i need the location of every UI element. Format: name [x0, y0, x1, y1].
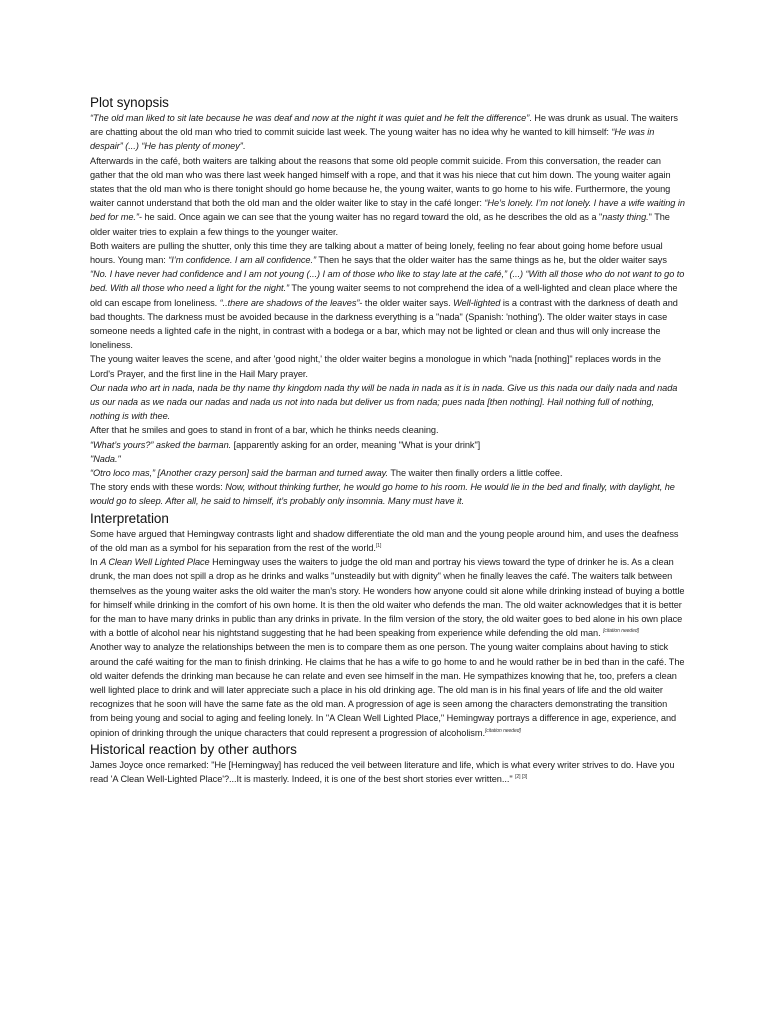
section-heading: Interpretation	[90, 510, 169, 526]
text-run: Now, without thinking further, he would go home to his room. He would lie in the bed and finally, with daylight, he would go to sleep. After all, he said to himself, it’s probably only insomnia. Many must have it.	[90, 482, 675, 507]
paragraph	[90, 452, 686, 466]
text-run: “I’m confidence. I am all confidence.”	[168, 255, 317, 266]
text-run: The waiter then finally orders a little coffee.	[388, 468, 563, 479]
text-run: Both waiters are pulling the shutter, only this time they are talking about a matter of being lonely, feeling no fear about going home before usual hours. Young man:	[90, 240, 663, 266]
text-run: After that he smiles and goes to stand in front of a bar, which he thinks needs cleaning.	[90, 425, 439, 436]
text-run: “What’s yours?” asked the barman.	[90, 439, 232, 450]
text-run: The young waiter seems to not comprehend the idea of a well-lighted and clean place where the old can escape from loneliness.	[90, 283, 678, 308]
text-run: Then he says that the older waiter has the same things as he, but the older waiter says	[316, 255, 667, 266]
text-run: “Otro loco mas,” [Another crazy person] said the barman and turned away.	[90, 468, 389, 479]
text-run: “He was in despair” (...) “He has plenty of money”	[90, 127, 655, 152]
text-run: nasty thing.	[602, 212, 649, 223]
paragraph	[90, 239, 686, 353]
text-run: - he said. Once again we can see that the young waiter has no regard toward the old, as he describes the old as a "	[138, 212, 603, 223]
citation-marker: [2] [3]	[515, 773, 528, 780]
text-run: " The older waiter tries to explain a few things to the younger waiter.	[90, 212, 670, 237]
text-run: Our nada who art in nada, nada be thy name thy kingdom nada thy will be nada in nada as it is in nada. Give us this nada our daily nada and nada us our nada as we nada our nadas and nada us not into nada but deliver us from nada; pues nada [then nothing]. Hail nothing full of nothing, nothing is with thee.	[90, 382, 678, 422]
paragraph	[90, 480, 686, 508]
text-run: The story ends with these words:	[90, 482, 226, 493]
text-run: “The old man liked to sit late because he was deaf and now at the night it was quiet and he felt the difference”	[90, 113, 530, 123]
text-run: “He’s lonely. I’m not lonely. I have a wife waiting in bed for me.”	[90, 198, 685, 223]
text-run: James Joyce once remarked: "He [Hemingway] has reduced the veil between literature and life, which is what every writer strives to do. Have you read 'A Clean Well-Lighted Place'?...It is masterly. Indeed, it is one of the best short stories ever written..."	[90, 759, 675, 784]
paragraph	[90, 352, 686, 380]
paragraph	[90, 466, 686, 480]
paragraph	[90, 423, 686, 437]
text-run: Hemingway uses the waiters to judge the old man and portray his views toward the type of drinker he is. As a clean drunk, the man does not spill a drop as he drinks and walks "unsteadily but with dignity" when he finally leaves the café. The waiters talk between themselves as the young waiter asks the old waiter the man’s story. He wonders how anyone could sit alone while drinking instead of buying a bottle for himself while drinking in the comfort of his own home. It is then the old waiter who defends the man. The old waiter acknowledges that it is better for the man to have many drinks in public than any drinks in private. In the film version of the story, the old waiter goes to bed alone in his own place with a bottle of alcohol near his nightstand suggesting that he had been speaking from experience while defending the old man.	[90, 557, 685, 639]
citation-marker: [1]	[375, 542, 382, 549]
text-run: Well-lighted	[453, 297, 501, 308]
paragraph	[90, 527, 686, 555]
article-body	[90, 93, 686, 786]
paragraph	[90, 555, 686, 640]
citation-marker: [citation needed]	[484, 727, 521, 734]
paragraph	[90, 438, 686, 452]
text-run: "Nada."	[90, 453, 121, 464]
citation-marker: [citation needed]	[603, 628, 639, 635]
text-run: . He was drunk as usual. The waiters are chatting about the old man who tried to commit suicide last week. The young waiter has no idea why he wanted to kill himself:	[90, 113, 678, 138]
paragraph	[90, 381, 686, 424]
text-run: - the older waiter says.	[359, 297, 454, 308]
paragraph	[90, 758, 686, 786]
text-run: “..there are shadows of the leaves”	[219, 297, 360, 308]
text-run: is a contrast with the darkness of death and bad thoughts. The darkness must be avoided because in the darkness everything is a "nada" (Spanish: 'nothing'). The older waiter stays in case someone needs a lighted cafe in the night, in contrast with a bodega or a bar, which may not be lighted or clean and thus will only increase the loneliness.	[90, 297, 678, 351]
text-run: [apparently asking for an order, meaning "What is your drink"]	[231, 439, 481, 450]
section-heading: Plot synopsis	[90, 95, 169, 110]
paragraph	[90, 640, 686, 739]
text-run: “No. I have never had confidence and I am not young (...) I am of those who like to stay late at the café,” (...) “With all those who do not want to go to bed. With all those who need a light for the night.”	[90, 269, 685, 294]
section-heading: Historical reaction by other authors	[90, 741, 297, 757]
text-run: .	[242, 141, 246, 152]
text-run: A Clean Well Lighted Place	[100, 557, 210, 568]
text-run: Another way to analyze the relationships between the men is to compare them as one person. The young waiter complains about having to stick around the café waiting for the man to finish drinking. He claims that he has a wife to go home to and he would rather be in bed than in the café. The old waiter defends the drinking man because he can relate and even see himself in the man. He sympathizes knowing that he, too, prefers a clean well lighted place to drink and will later appreciate such a place in his old drinking age. The old man is in his final years of life and the old waiter recognizes that he soon will have the same fate as the old man. A progression of age is seen among the characters demonstrating the transition from being young and social to aging and feeling lonely. In "A Clean Well Lighted Place," Hemingway portrays a difference in age, experience, and opinion of drinking through the unique characters that could represent a progression of alcoholism.	[90, 642, 685, 738]
text-run: Afterwards in the café, both waiters are talking about the reasons that some old people commit suicide. From this conversation, the reader can gather that the old man who was there last week hanged himself with a rope, and that it was his niece that cut him down. The young waiter again states that the old man who is there tonight should go home because he, the young waiter, wants to go home to his wife. Furthermore, the young waiter cannot understand that both the old man and the older waiter like to stay in the café longer:	[90, 155, 671, 209]
paragraph	[90, 111, 686, 154]
text-run: The young waiter leaves the scene, and after 'good night,' the older waiter begins a monologue in which "nada [nothing]" replaces words in the Lord's Prayer, and the first line in the Hail Mary prayer.	[90, 354, 661, 379]
paragraph	[90, 154, 686, 239]
text-run: Some have argued that Hemingway contrasts light and shadow differentiate the old man and the young people around him, and uses the deafness of the old man as a symbol for his separation from the rest of the world.	[90, 528, 679, 553]
text-run: In	[90, 557, 101, 568]
